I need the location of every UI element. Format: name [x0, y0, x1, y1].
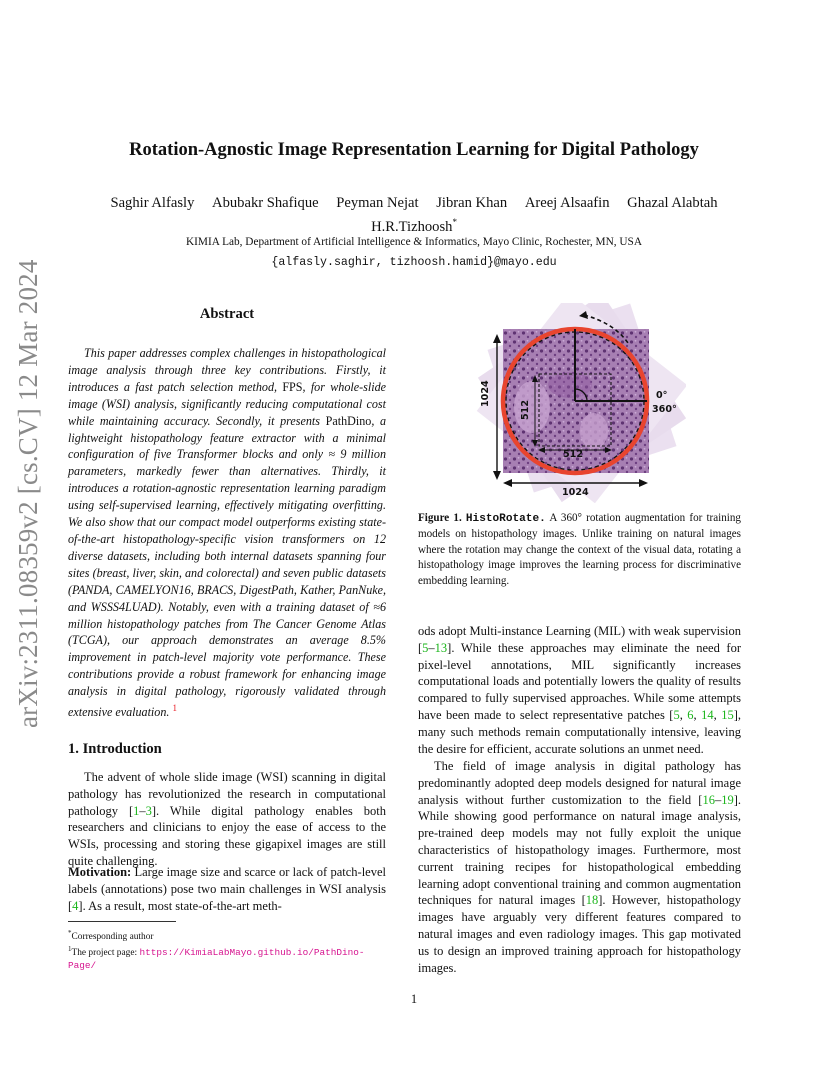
citation-link[interactable]: 15: [721, 707, 734, 722]
footnote-project: $^1$The project page: https://KimiaLabMayo.github.io/PathDino-Page/: [68, 945, 365, 971]
author: H.R.Tizhoosh*: [371, 217, 457, 235]
intro-paragraph: The advent of whole slide image (WSI) scanning in digital pathology has revolutionized the research in computational pathology [1–3]. While digital pathology enables both researchers and clinicians to enjoy the ease of access to the WSIs, processing and storing these gigapixel images are still quite challenging.: [68, 770, 386, 868]
citation-link[interactable]: 4: [72, 898, 79, 913]
page-number: 1: [410, 992, 418, 1006]
motivation-label: Motivation:: [68, 865, 132, 879]
author: Saghir Alfasly: [110, 195, 195, 211]
footnote-rule: [68, 921, 176, 922]
author-list: [60, 194, 768, 237]
mil-paragraph: ods adopt Multi-instance Learning (MIL) with weak supervision [5–13]. While these approaches may eliminate the need for pixel-level annotations, MIL significantly increases computational loads and potentially lowers the quality of results compared to fully supervised approaches. While some attempts have been made to select representative patches [5, 6, 14, 15], many such methods remain computationally intensive, leaving the desire for efficient, accurate solutions an unmet need.: [418, 624, 742, 756]
citation-link[interactable]: 1: [133, 803, 140, 818]
figure-caption: Figure 1. HistoRotate. A 360° rotation augmentation for training models on histopathology images. Unlike training on natural images where the rotation may change the context of the visual data, rotating a histopathology image improves the learning process for discriminative embedding learning.: [418, 512, 741, 587]
label-width-1024: 1024: [562, 487, 589, 498]
citation-link[interactable]: 6: [687, 707, 694, 722]
citation-link[interactable]: 14: [701, 707, 714, 722]
citation-link[interactable]: 5: [673, 707, 680, 722]
author-email: {alfasly.saghir, tizhoosh.hamid}@mayo.edu: [271, 256, 557, 269]
figure-histo-rotate: [476, 303, 686, 503]
label-height-512: 512: [520, 399, 531, 420]
intro-heading: 1. Introduction: [68, 741, 162, 757]
field-paragraph: The field of image analysis in digital pathology has predominantly adopted deep models designed for natural image analysis without further customization to the field [16–19]. While showing good performance on natural image analysis, pre-trained deep models may not fully exploit the unique characteristics of histopathology images. Furthermore, most current training recipes for histopathological embedding learning adopt conventional training and common augmentation techniques for natural images [18]. However, histopathology images have arguably very different features compared to natural images and even radiology images. This gap motivated us to design an improved training approach for histopathology images.: [418, 759, 741, 975]
abstract-heading: Abstract: [199, 306, 255, 322]
corresponding-mark: *: [452, 217, 457, 227]
citation-link[interactable]: 5: [422, 640, 429, 655]
motivation-paragraph: Motivation: Large image size and scarce or lack of patch-level labels (annotations) pose two main challenges in WSI analysis [4]. As a result, most state-of-the-art meth-: [68, 865, 386, 913]
affiliation: KIMIA Lab, Department of Artificial Intelligence & Informatics, Mayo Clinic, Rochester, MN, USA: [185, 236, 643, 248]
label-width-512: 512: [563, 449, 584, 460]
abstract-body: This paper addresses complex challenges in histopathological image analysis through three key contributions. Firstly, it introduces a fast patch selection method, FPS, for whole-slide image (WSI) analysis, significantly reducing computational cost while maintaining accuracy. Secondly, it presents PathDino, a lightweight histopathology feature extractor with a minimal configuration of five Transformer blocks and only ≈ 9 million parameters, markedly fewer than alternatives. Thirdly, it introduces a rotation-agnostic representation learning paradigm using self-supervised learning, effectively mitigating overfitting. We also show that our compact model outperforms existing state-of-the-art histopathology-specific vision transformers on 12 diverse datasets, including both internal datasets spanning four sites (breast, liver, skin, and colorectal) and seven public datasets (PANDA, CAMELYON16, BRACS, DigestPath, Kather, PanNuke, and WSSS4LUAD). Notably, even with a training dataset of ≈6 million histopathology patches from The Cancer Genome Atlas (TCGA), our approach demonstrates an average 8.5% improvement in patch-level majority vote performance. These contributions provide a robust framework for enhancing image analysis in digital pathology, rigorously validated through extensive evaluation. $^1$: [68, 346, 386, 720]
citation-link[interactable]: 13: [434, 640, 448, 655]
label-0-degrees: 0°: [656, 390, 668, 401]
author: Areej Alsaafin: [524, 195, 610, 211]
project-page-link[interactable]: https://KimiaLabMayo.github.io/PathDino-Page/: [68, 947, 365, 971]
citation-link[interactable]: 3: [145, 803, 152, 818]
footnote-corresponding: *Corresponding author: [68, 929, 154, 943]
rotation-diagram: [476, 303, 686, 503]
label-height-1024: 1024: [480, 380, 491, 407]
citation-link[interactable]: 19: [721, 792, 734, 807]
citation-link[interactable]: 16: [702, 792, 715, 807]
author: Jibran Khan: [436, 195, 508, 211]
author: Peyman Nejat: [336, 195, 419, 211]
footnote-ref-1[interactable]: 1: [172, 703, 177, 714]
label-360-degrees: 360°: [652, 404, 677, 415]
citation-link[interactable]: 18: [585, 893, 599, 908]
author: Ghazal Alabtah: [627, 195, 718, 211]
arxiv-stamp: arXiv:2311.08359v2 [cs.CV] 12 Mar 2024: [13, 259, 43, 728]
author: Abubakr Shafique: [212, 195, 319, 211]
paper-title: Rotation-Agnostic Image Representation Learning for Digital Pathology: [129, 140, 699, 160]
footnotes: [68, 927, 386, 972]
